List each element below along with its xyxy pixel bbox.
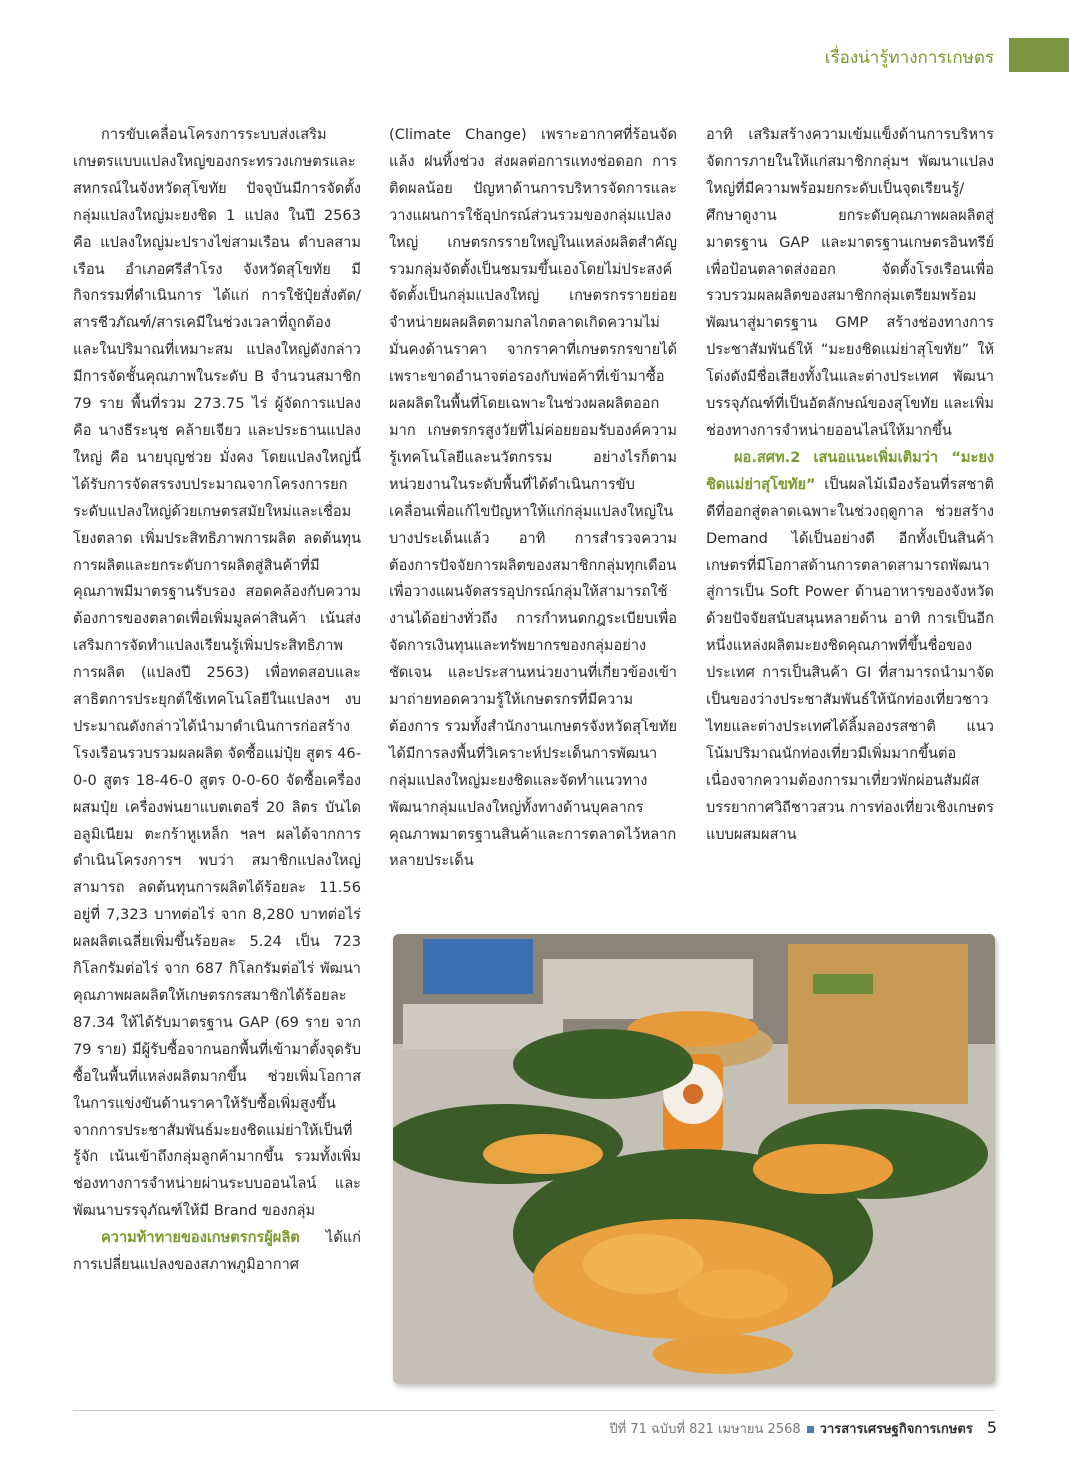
paragraph-text: (Climate Change) เพราะอากาศที่ร้อนจัด แล้ง ฝนทิ้งช่วง ส่งผลต่อการแทงช่อดอก การติดผลน้อย ปัญหาด้านการบริหารจัดการและวางแผนการใช้อุปกรณ์ส่วนรวมของกลุ่มแปลงใหญ่ เกษตรกรรายใหญ่ในแหล่งผลิตสำคัญรวมกลุ่มจัดตั้งเป็นชมรมขึ้นเองโดยไม่ประสงค์จัดตั้งเป็นกลุ่มแปลงใหญ่ เกษตรกรรายย่อยจำหน่ายผลผลิตตามกลไกตลาดเกิดความไม่มั่นคงด้านราคา จากราคาที่เกษตรกรขายได้เพราะขาดอำนาจต่อรองกับพ่อค้าที่เข้ามาซื้อผลผลิตในพื้นที่โดยเฉพาะในช่วงผลผลิตออกมาก เกษตรกรสูงวัยที่ไม่ค่อยยอมรับองค์ความรู้เทคโนโลยีและนวัตกรรม อย่างไรก็ตาม หน่วยงานในระดับพื้นที่ได้ดำเนินการขับเคลื่อนเพื่อแก้ไขปัญหาให้แก่กลุ่มแปลงใหญ่ในบางประเด็นแล้ว อาทิ การสำรวจความต้องการปัจจัยการผลิตของสมาชิกกลุ่มทุกเดือนเพื่อวางแผนจัดสรรอุปกรณ์กลุ่มให้สามารถใช้งานได้อย่างทั่วถึง การกำหนดกฎระเบียบเพื่อจัดการเงินทุนและทรัพยากรของกลุ่มอย่างชัดเจน และประสานหน่วยงานที่เกี่ยวข้องเข้ามาถ่ายทอดความรู้ให้เกษตรกรที่มีความต้องการ รวมทั้งสำนักงานเกษตรจังหวัดสุโขทัยได้มีการลงพื้นที่วิเคราะห์ประเด็นการพัฒนากลุ่มแปลงใหญ่มะยงชิดและจัดทำแนวทางพัฒนากลุ่มแปลงใหญ่ทั้งทางด้านบุคลากร คุณภาพมาตรฐานสินค้าและการตลาดไว้หลากหลายประเด็น bbox=[389, 126, 677, 870]
text-column-3 bbox=[706, 122, 994, 848]
section-color-tab bbox=[1009, 38, 1069, 72]
footer-divider bbox=[73, 1410, 995, 1411]
page-footer bbox=[609, 1418, 997, 1439]
paragraph bbox=[73, 122, 361, 1225]
highlight-heading: ผอ.สศท.2 เสนอแนะเพิ่มเติมว่า “มะยงชิดแม่ย่าสุโขทัย” bbox=[706, 448, 994, 493]
footer-square-icon bbox=[807, 1426, 814, 1433]
text-column-1 bbox=[73, 122, 361, 1279]
magazine-name: วารสารเศรษฐกิจการเกษตร bbox=[819, 1422, 973, 1437]
paragraph bbox=[73, 1225, 361, 1279]
issue-info: ปีที่ 71 ฉบับที่ 821 เมษายน 2568 bbox=[609, 1422, 801, 1437]
paragraph-text: อาทิ เสริมสร้างความเข้มแข็งด้านการบริหารจัดการภายในให้แก่สมาชิกกลุ่มฯ พัฒนาแปลงใหญ่ที่มีความพร้อมยกระดับเป็นจุดเรียนรู้/ศึกษาดูงาน ยกระดับคุณภาพผลผลิตสู่มาตรฐาน GAP และมาตรฐานเกษตรอินทรีย์เพื่อป้อนตลาดส่งออก จัดตั้งโรงเรือนเพื่อรวบรวมผลผลิตของสมาชิกกลุ่มเตรียมพร้อมพัฒนาสู่มาตรฐาน GMP สร้างช่องทางการประชาสัมพันธ์ให้ “มะยงชิดแม่ย่าสุโขทัย” ให้โด่งดังมีชื่อเสียงทั้งในและต่างประเทศ พัฒนาบรรจุภัณฑ์ที่เป็นอัตลักษณ์ของสุโขทัย และเพิ่มช่องทางการจำหน่ายออนไลน์ให้มากขึ้น bbox=[706, 126, 994, 439]
page-number: 5 bbox=[986, 1418, 997, 1437]
paragraph bbox=[389, 122, 677, 875]
cardboard-box bbox=[788, 944, 968, 1104]
highlight-heading: ความท้าทายของเกษตรกรผู้ผลิต bbox=[101, 1229, 300, 1247]
page-header bbox=[0, 38, 1069, 74]
paragraph-text: ได้แก่ การเปลี่ยนแปลงของสภาพภูมิอากาศ bbox=[73, 1229, 361, 1274]
marian-plum-photo bbox=[393, 934, 995, 1384]
text-column-2 bbox=[389, 122, 677, 875]
paragraph bbox=[706, 122, 994, 445]
paragraph-text: เป็นผลไม้เมืองร้อนที่รสชาติดีที่ออกสู่ตลาดเฉพาะในช่วงฤดูกาล ช่วยสร้าง Demand ได้เป็นอย่างดี อีกทั้งเป็นสินค้าเกษตรที่มีโอกาสด้านการตลาดสามารถพัฒนาสู่การเป็น Soft Power ด้านอาหารของจังหวัด ด้วยปัจจัยสนับสนุนหลายด้าน อาทิ การเป็นอีกหนึ่งแหล่งผลิตมะยงชิดคุณภาพที่ขึ้นชื่อของประเทศ การเป็นสินค้า GI ที่สามารถนำมาจัดเป็นของว่างประชาสัมพันธ์ให้นักท่องเที่ยวชาวไทยและต่างประเทศได้ลิ้มลองรสชาติ แนวโน้มปริมาณนักท่องเที่ยวมีเพิ่มมากขึ้นต่อเนื่องจากความต้องการมาเที่ยวพักผ่อนสัมผัสบรรยากาศวิถีชาวสวน การท่องเที่ยวเชิงเกษตรแบบผสมผสาน bbox=[706, 475, 994, 843]
paragraph bbox=[706, 445, 994, 849]
section-title: เรื่องน่ารู้ทางการเกษตร bbox=[824, 48, 994, 68]
paragraph-text: การขับเคลื่อนโครงการระบบส่งเสริมเกษตรแบบแปลงใหญ่ของกระทรวงเกษตรและสหกรณ์ในจังหวัดสุโขทัย ปัจจุบันมีการจัดตั้งกลุ่มแปลงใหญ่มะยงชิด 1 แปลง ในปี 2563 คือ แปลงใหญ่มะปรางไข่สามเรือน ตำบลสามเรือน อำเภอศรีสำโรง จังหวัดสุโขทัย มีกิจกรรมที่ดำเนินการ ได้แก่ การใช้ปุ๋ยสั่งตัด/สารชีวภัณฑ์/สารเคมีในช่วงเวลาที่ถูกต้อง และในปริมาณที่เหมาะสม แปลงใหญ่ดังกล่าว มีการจัดชั้นคุณภาพในระดับ B จำนวนสมาชิก 79 ราย พื้นที่รวม 273.75 ไร่ ผู้จัดการแปลง คือ นางธีระนุช คล้ายเจียว และประธานแปลงใหญ่ คือ นายบุญช่วย มั่งคง โดยแปลงใหญ่นี้ ได้รับการจัดสรรงบประมาณจากโครงการยกระดับแปลงใหญ่ด้วยเกษตรสมัยใหม่และเชื่อมโยงตลาด เพิ่มประสิทธิภาพการผลิต ลดต้นทุนการผลิตและยกระดับการผลิตสู่สินค้าที่มีคุณภาพมีมาตรฐานรับรอง สอดคล้องกับความต้องการของตลาดเพื่อเพิ่มมูลค่าสินค้า เน้นส่งเสริมการจัดทำแปลงเรียนรู้เพิ่มประสิทธิภาพการผลิต (แปลงปี 2563) เพื่อทดสอบและสาธิตการประยุกต์ใช้เทคโนโลยีในแปลงฯ งบประมาณดังกล่าวได้นำมาดำเนินการก่อสร้างโรงเรือนรวบรวมผลผลิต จัดซื้อแม่ปุ๋ย สูตร 46-0-0 สูตร 18-46-0 สูตร 0-0-60 จัดซื้อเครื่องผสมปุ๋ย เครื่องพ่นยาแบตเตอรี่ 20 ลิตร บันไดอลูมิเนียม ตะกร้าหูเหล็ก ฯลฯ ผลได้จากการดำเนินโครงการฯ พบว่า สมาชิกแปลงใหญ่สามารถ ลดต้นทุนการผลิตได้ร้อยละ 11.56 อยู่ที่ 7,323 บาทต่อไร่ จาก 8,280 บาทต่อไร่ ผลผลิตเฉลี่ยเพิ่มขึ้นร้อยละ 5.24 เป็น 723 กิโลกรัมต่อไร่ จาก 687 กิโลกรัมต่อไร่ พัฒนาคุณภาพผลผลิตให้เกษตรกรสมาชิกได้ร้อยละ 87.34 ให้ได้รับมาตรฐาน GAP (69 ราย จาก 79 ราย) มีผู้รับซื้อจากนอกพื้นที่เข้ามาตั้งจุดรับซื้อในพื้นที่แหล่งผลิตมากขึ้น ช่วยเพิ่มโอกาสในการแข่งขันด้านราคาให้รับซื้อเพิ่มสูงขึ้น จากการประชาสัมพันธ์มะยงชิดแม่ย่าให้เป็นที่รู้จัก เน้นเข้าถึงกลุ่มลูกค้ามากขึ้น รวมทั้งเพิ่มช่องทางการจำหน่ายผ่านระบบออนไลน์ และพัฒนาบรรจุภัณฑ์ให้มี Brand ของกลุ่ม bbox=[73, 126, 361, 1220]
photo-illustration bbox=[393, 934, 995, 1384]
